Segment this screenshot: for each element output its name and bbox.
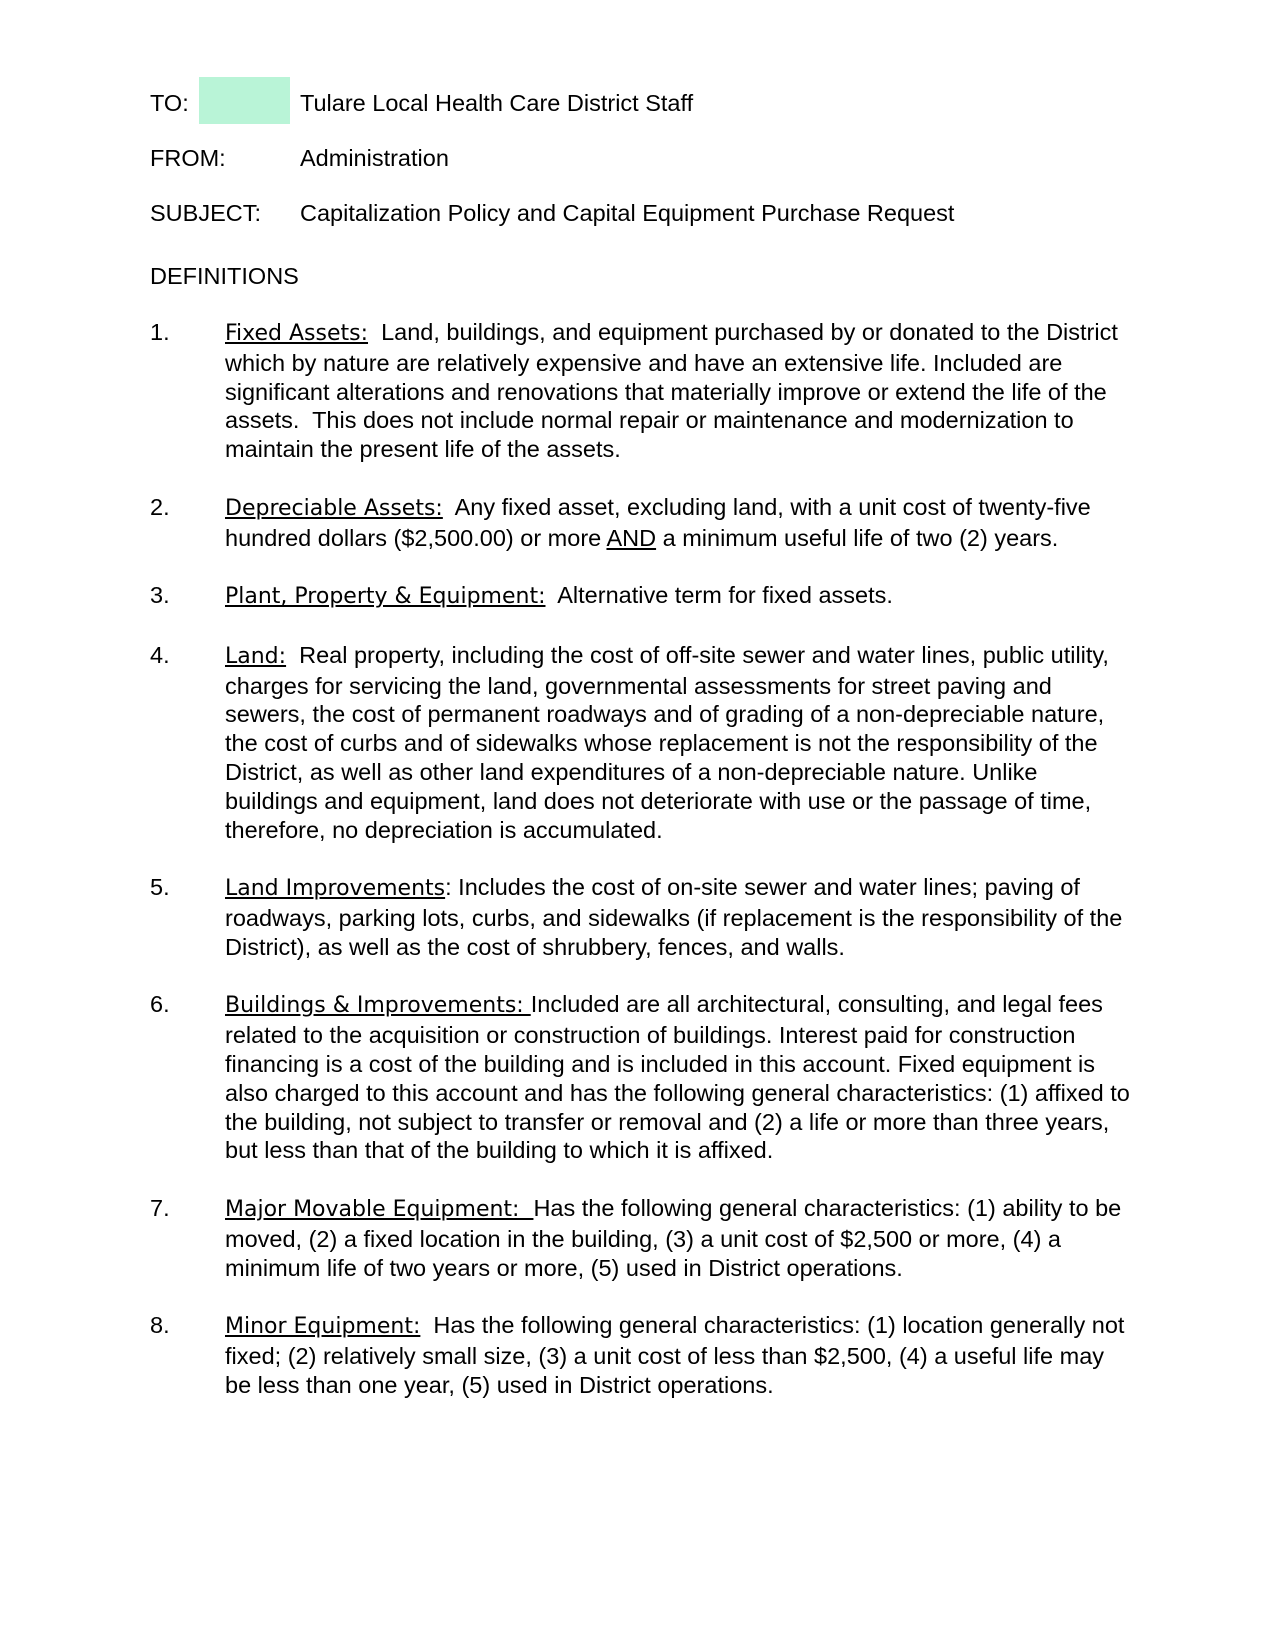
definitions-list	[150, 318, 1135, 1428]
definition-text: Alternative term for fixed assets.	[545, 582, 893, 609]
definition-item-minor-equipment	[150, 1311, 1135, 1399]
definition-item-buildings-improvements	[150, 990, 1135, 1165]
definition-item-major-movable-equipment	[150, 1194, 1135, 1282]
definition-term: Major Movable Equipment:	[225, 1196, 534, 1222]
definition-term: Land Improvements	[225, 876, 446, 902]
definition-text: Has the following general characteristics: (1) location generally not fixed; (2) relatively small size, (3) a unit cost of less than $2,500, (4) a useful life may be less than one year, (5) used in District operations.	[225, 1312, 1131, 1398]
definition-term: Buildings & Improvements:	[225, 993, 531, 1019]
definition-term: Plant, Property & Equipment:	[225, 584, 546, 610]
definition-number: 4.	[150, 641, 170, 668]
definition-term: Land:	[225, 643, 287, 669]
to-value: Tulare Local Health Care District Staff	[300, 90, 694, 116]
definition-text: Real property, including the cost of off-site sewer and water lines, public utility, charges for servicing the land, governmental assessments for street paving and sewers, the cost of permanent roadways and of grading of a non-depreciable nature, the cost of curbs and of sidewalks whose replacement is not the responsibility of the District, as well as other land expenditures of a non-depreciable nature. Unlike buildings and equipment, land does not deteriorate with use or the passage of time, therefore, no depreciation is accumulated.	[225, 641, 1116, 843]
definition-text: : Includes the cost of on-site sewer and water lines; paving of roadways, parking lots, curbs, and sidewalks (if replacement is the responsibility of the District), as well as the cost of shrubbery, fences, and walls.	[225, 874, 1123, 960]
redaction-highlight	[199, 77, 290, 124]
definition-emphasis: AND	[606, 524, 657, 551]
definition-text: Land, buildings, and equipment purchased by or donated to the District which by nature are relatively expensive and have an extensive life. Included are significant alterations and renovations that materially improve or extend the life of the assets. This does not include normal repair or maintenance and modernization to maintain the present life of the assets.	[225, 319, 1125, 463]
subject-value: Capitalization Policy and Capital Equipment Purchase Request	[300, 200, 955, 226]
definition-text-after: a minimum useful life of two (2) years.	[656, 524, 1059, 551]
definition-text: Has the following general characteristics: (1) ability to be moved, (2) a fixed location in the building, (3) a unit cost of $2,500 or more, (4) a minimum life of two years or more, (5) used in District operations.	[225, 1194, 1122, 1281]
definition-number: 8.	[150, 1312, 170, 1339]
from-label: FROM:	[150, 145, 226, 171]
definition-item-plant-property-equipment	[150, 581, 1135, 612]
section-heading-definitions: DEFINITIONS	[150, 263, 299, 289]
definition-term: Depreciable Assets:	[225, 495, 443, 521]
definition-number: 1.	[150, 319, 170, 345]
definition-number: 6.	[150, 991, 170, 1018]
definition-item-land-improvements	[150, 873, 1135, 961]
definition-number: 7.	[150, 1194, 170, 1221]
definition-number: 3.	[150, 582, 170, 609]
definition-number: 2.	[150, 493, 170, 520]
definition-text: Any fixed asset, excluding land, with a unit cost of twenty-five hundred dollars ($2,500.00) or more	[225, 493, 1098, 551]
definition-text: Included are all architectural, consulting, and legal fees related to the acquisition or construction of buildings. Interest paid for construction financing is a cost of the building and is included in this account. Fixed equipment is also charged to this account and has the following general characteristics: (1) affixed to the building, not subject to transfer or removal and (2) a life or more than three years, but less than that of the building to which it is affixed.	[225, 991, 1130, 1164]
to-label: TO:	[150, 90, 189, 116]
definition-number: 5.	[150, 874, 170, 901]
definition-item-land	[150, 641, 1135, 845]
definition-item-fixed-assets	[150, 318, 1135, 464]
definition-item-depreciable-assets	[150, 493, 1135, 553]
definition-term: Minor Equipment:	[225, 1314, 421, 1340]
from-value: Administration	[300, 145, 449, 171]
subject-label: SUBJECT:	[150, 200, 261, 226]
definition-term: Fixed Assets:	[225, 321, 369, 346]
